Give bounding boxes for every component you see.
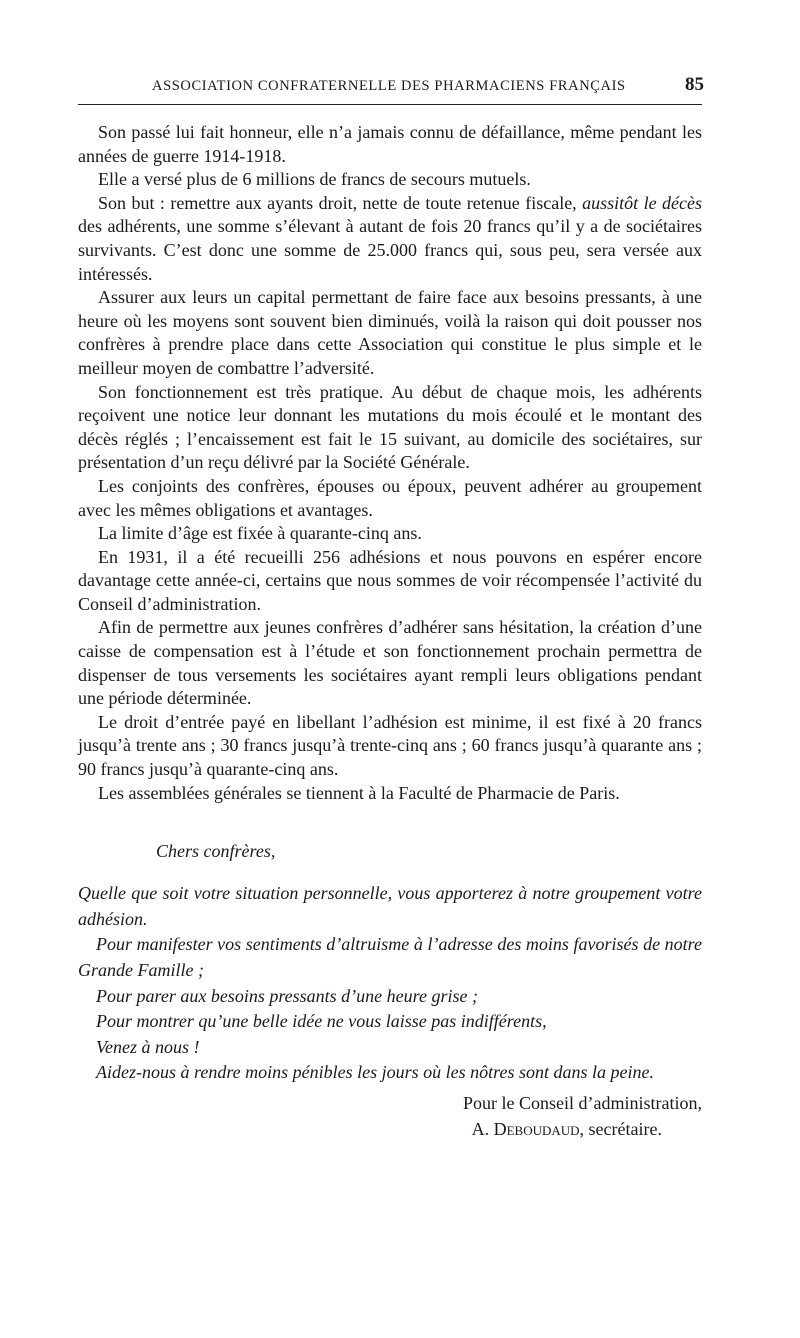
paragraph: La limite d’âge est fixée à quarante-cinq ans. — [98, 523, 422, 544]
signatory-initial: A. — [471, 1118, 490, 1139]
paragraph: Les assemblées générales se tiennent à la Faculté de Pharmacie de Paris. — [98, 782, 620, 803]
paragraph: Son fonctionnement est très pratique. Au début de chaque mois, les adhérents reçoivent une notice leur donnant les mutations du mois écoulé et le montant des décès réglés ; l’encaissement est fait le 15 suivant, au domicile des sociétaires, sur présentation d’un reçu délivré par la Société Générale. — [78, 381, 702, 473]
body-text — [78, 121, 702, 805]
exhortation-line: Venez à nous ! — [96, 1036, 200, 1057]
paragraph: Son passé lui fait honneur, elle n’a jamais connu de défaillance, même pendant les années de guerre 1914-1918. — [78, 122, 702, 166]
exhortation-line: Aidez-nous à rendre moins pénibles les jours où les nôtres sont dans la peine. — [96, 1062, 654, 1083]
exhortation-line: Pour parer aux besoins pressants d’une heure grise ; — [96, 985, 478, 1006]
goal-lead: Son but : remettre aux ayants droit, nette de toute retenue fiscale, — [98, 192, 577, 213]
page-number: 85 — [685, 74, 704, 95]
salutation: Chers confrères, — [156, 841, 276, 862]
goal-rest: des adhérents, une somme s’élevant à autant de fois 20 francs qu’il y a de sociétaires survivants. C’est donc une somme de 25.000 francs qui, sous peu, sera versée aux intéressés. — [78, 216, 702, 284]
paragraph: Afin de permettre aux jeunes confrères d’adhérer sans hésitation, la création d’une caisse de compensation est à l’étude et son fonctionnement prochain permettra de dispenser de tous versements les sociétaires ayant rempli leurs obligations pendant une période déterminée. — [78, 617, 702, 709]
running-header — [78, 70, 702, 105]
signature-line: Pour le Conseil d’administration, — [463, 1092, 702, 1113]
closing-section — [78, 839, 702, 1142]
paragraph: Assurer aux leurs un capital permettant de faire face aux besoins pressants, à une heure où les moyens sont souvent bien diminués, voilà la raison qui doit pousser nos confrères à prendre place dans cette Association qui constitue le plus simple et le meilleur moyen de combattre l’adversité. — [78, 287, 702, 378]
signatory-role: , secrétaire. — [579, 1118, 662, 1139]
exhortation — [78, 881, 702, 1086]
exhortation-line: Pour manifester vos sentiments d’altruisme à l’adresse des moins favorisés de notre Grande Famille ; — [78, 934, 702, 980]
paragraph: Elle a versé plus de 6 millions de francs de secours mutuels. — [98, 169, 531, 190]
signatory-name: Deboudaud — [493, 1118, 580, 1139]
paragraph: Les conjoints des confrères, épouses ou époux, peuvent adhérer au groupement avec les mêmes obligations et avantages. — [78, 475, 702, 520]
signature-block — [78, 1090, 702, 1142]
document-page — [78, 70, 702, 1142]
goal-italic: aussitôt le décès — [582, 192, 702, 213]
signatory — [78, 1116, 702, 1142]
paragraph: En 1931, il a été recueilli 256 adhésions et nous pouvons en espérer encore davantage cette année-ci, certains que nous sommes de voir récompensée l’activité du Conseil d’administration. — [78, 546, 702, 614]
exhortation-line: Pour montrer qu’une belle idée ne vous laisse pas indifférents, — [96, 1011, 547, 1032]
exhortation-line: Quelle que soit votre situation personnelle, vous apporterez à notre groupement votre adhésion. — [78, 883, 702, 929]
paragraph: Le droit d’entrée payé en libellant l’adhésion est minime, il est fixé à 20 francs jusqu’à trente ans ; 30 francs jusqu’à trente-cinq ans ; 60 francs jusqu’à quarante ans ; 90 francs jusqu’à quarante-cinq ans. — [78, 711, 702, 780]
paragraph-goal — [78, 192, 702, 286]
running-title: ASSOCIATION CONFRATERNELLE DES PHARMACIENS FRANÇAIS — [152, 78, 626, 94]
